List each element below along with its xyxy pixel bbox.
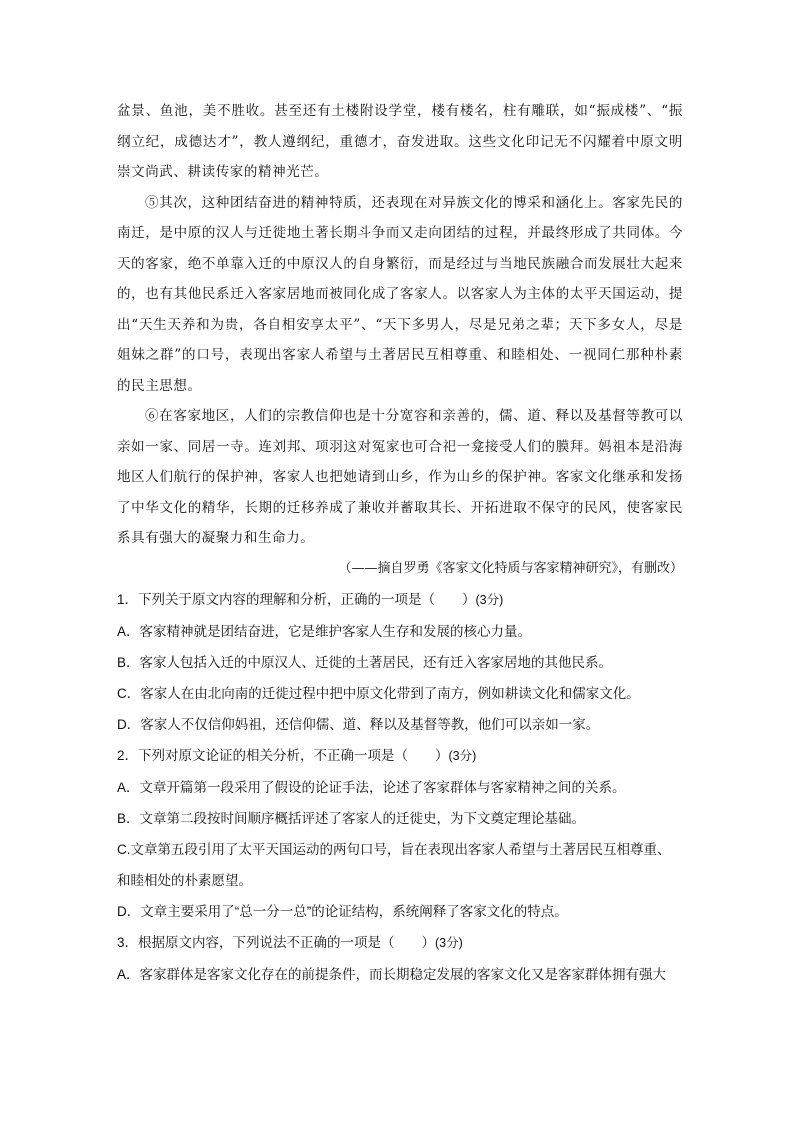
- question-2-option-b: B．文章第二段按时间顺序概括评述了客家人的迁徙史，为下文奠定理论基础。: [117, 810, 586, 826]
- passage-paragraph-6: ⑥在客家地区，人们的宗教信仰也是十分宽容和亲善的，儒、道、释以及基督等教可以亲如一家、同居一寺。连刘邦、项羽这对冤家也可合祀一龛接受人们的膜拜。妈祖本是沿海地区人们航行的保护神，客家人也把她请到山乡，作为山乡的保护神。客家文化继承和发扬了中华文化的精华，长期的迁移养成了兼收并蓄取其长、开拓进取不保守的民风，使客家民系具有强大的凝聚力和生命力。: [117, 408, 683, 546]
- passage-paragraph-continued: 盆景、鱼池，美不胜收。甚至还有土楼附设学堂，楼有楼名，柱有雕联，如“振成楼”、“振纲立纪，成德达才”，教人遵纲纪，重德才，奋发进取。这些文化印记无不闪耀着中原文明崇文尚武、耕读传家的精神光芒。: [117, 103, 683, 180]
- question-3-stem: [117, 927, 683, 959]
- question-3-option-a: A．客家群体是客家文化存在的前提条件，而长期稳定发展的客家文化又是客家群体拥有强大: [117, 966, 667, 982]
- question-1-option-a: A．客家精神就是团结奋进，它是维护客家人生存和发展的核心力量。: [117, 623, 532, 639]
- passage-paragraph-5: ⑤其次，这种团结奋进的精神特质，还表现在对异族文化的博采和涵化上。客家先民的南迁，是中原的汉人与迁徙地土著长期斗争而又走向团结的过程，并最终形成了共同体。今天的客家，绝不单靠入迁的中原汉人的自身繁衍，而是经过与当地民族融合而发展壮大起来的，也有其他民系迁入客家居地而被同化成了客家人。以客家人为主体的太平天国运动，提出“天生天养和为贵，各自相安享太平”、“天下多男人，尽是兄弟之辈；天下多女人，尽是姐妹之群”的口号，表现出客家人希望与土著居民互相尊重、和睦相处、一视同仁那种朴素的民主思想。: [117, 194, 683, 394]
- question-2-option-d: D．文章主要采用了“总一分一总”的论证结构，系统阐释了客家文化的特点。: [117, 903, 568, 919]
- question-1-stem: [117, 584, 683, 616]
- question-1-points: (3分): [475, 592, 504, 607]
- question-1-option-c: C．客家人在由北向南的迁徙过程中把中原文化带到了南方，例如耕读文化和儒家文化。: [117, 685, 640, 701]
- question-1-option-d: D．客家人不仅信仰妈祖，还信仰儒、道、释以及基督等教，他们可以亲如一家。: [117, 716, 600, 732]
- question-2-option-a: A．文章开篇第一段采用了假设的论证手法，论述了客家群体与客家精神之间的关系。: [117, 779, 626, 795]
- question-2: [117, 740, 683, 927]
- question-1: [117, 584, 683, 740]
- question-3-points: (3分): [435, 935, 463, 950]
- question-2-option-c: C.文章第五段引用了太平天国运动的两句口号，旨在表现出客家人希望与土著居民互相尊重、和睦相处的朴素愿望。: [117, 841, 671, 888]
- page-content: [117, 96, 683, 990]
- question-1-stem-text: 1．下列关于原文内容的理解和分析，正确的一项是（ ）: [117, 591, 476, 607]
- question-1-option-b: B．客家人包括入迁的中原汉人、迁徙的土著居民，还有迁入客家居地的其他民系。: [117, 654, 613, 670]
- question-2-stem-text: 2．下列对原文论证的相关分析，不正确一项是（ ）: [117, 747, 449, 763]
- question-3-stem-text: 3．根据原文内容，下列说法不正确的一项是（ ）: [117, 934, 436, 950]
- question-2-stem: [117, 740, 683, 772]
- passage-source: （——摘自罗勇《客家文化特质与客家精神研究》，有删改）: [338, 560, 683, 576]
- question-3: [117, 927, 683, 990]
- question-2-points: (3分): [448, 748, 477, 763]
